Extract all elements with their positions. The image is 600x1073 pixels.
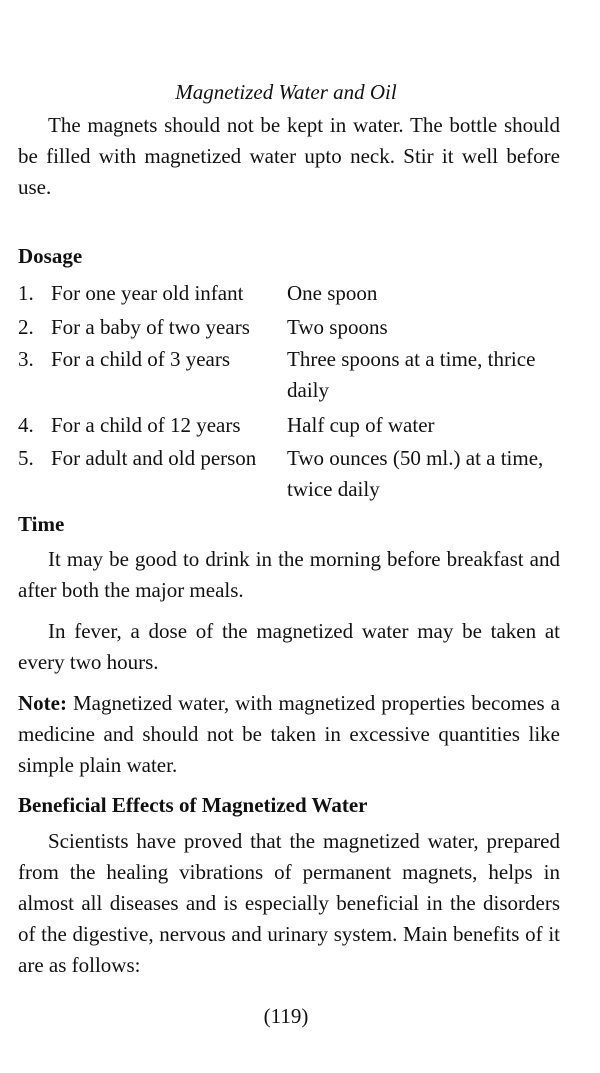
dose-amount: One spoon — [287, 281, 378, 305]
dose-number: 1. — [18, 281, 34, 305]
dose-number: 3. — [18, 347, 34, 371]
dose-recipient: For adult and old person — [51, 446, 257, 470]
dose-amount: Half cup of water — [287, 413, 435, 437]
note-paragraph — [18, 688, 560, 781]
running-head: Magnetized Water and Oil — [175, 80, 397, 104]
time-paragraph: It may be good to drink in the morning before breakfast and after both the major meals. — [18, 547, 560, 602]
dose-amount: Three spoons at a time, thrice daily — [287, 347, 536, 402]
dose-amount: Two spoons — [287, 315, 388, 339]
fever-paragraph: In fever, a dose of the magnetized water may be taken at every two hours. — [18, 619, 560, 674]
dose-recipient: For a baby of two years — [51, 315, 250, 339]
dose-number: 5. — [18, 446, 34, 470]
time-heading: Time — [18, 512, 65, 536]
benefits-paragraph: Scientists have proved that the magnetized water, prepared from the healing vibrations of permanent magnets, helps in almost all diseases and is especially beneficial in the disorders of the digestive, nervous and urinary system. Main benefits of it are as follows: — [18, 829, 560, 977]
dose-recipient: For a child of 12 years — [51, 413, 241, 437]
dose-number: 4. — [18, 413, 34, 437]
intro-paragraph: The magnets should not be kept in water. The bottle should be filled with magnetized water upto neck. Stir it well before use. — [18, 113, 560, 199]
dose-recipient: For one year old infant — [51, 281, 244, 305]
note-label: Note: — [18, 691, 67, 715]
note-text: Magnetized water, with magnetized properties becomes a medicine and should not be taken in excessive quantities like simple plain water. — [18, 691, 560, 777]
dose-number: 2. — [18, 315, 34, 339]
benefits-heading: Beneficial Effects of Magnetized Water — [18, 793, 368, 817]
dosage-heading: Dosage — [18, 244, 83, 268]
dose-recipient: For a child of 3 years — [51, 347, 231, 371]
dose-amount: Two ounces (50 ml.) at a time, twice daily — [287, 446, 544, 501]
page-number: (119) — [263, 1004, 309, 1028]
